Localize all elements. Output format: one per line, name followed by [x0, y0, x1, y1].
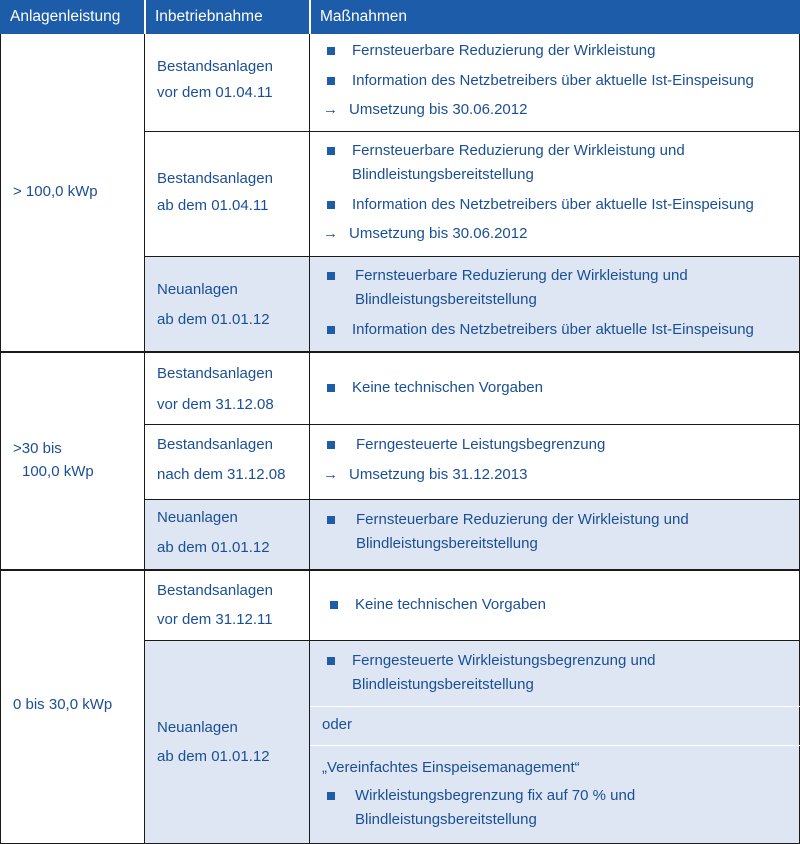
- commissioning-line2: vor dem 31.12.11: [157, 611, 273, 628]
- bullet-icon: [327, 147, 335, 155]
- measure-text: Information des Netzbetreibers über aktuelle Ist-Einspeisung: [352, 321, 754, 338]
- measure-text: Ferngesteuerte Leistungsbegrenzung: [356, 436, 606, 453]
- bullet-icon: [330, 601, 338, 609]
- commissioning-line2: vor dem 31.12.08: [157, 396, 274, 413]
- arrow-right-icon: →: [323, 225, 338, 242]
- grid-line: [144, 34, 145, 844]
- measure-text: Fernsteuerbare Reduzierung der Wirkleistung und: [355, 267, 688, 284]
- commissioning-line1: Neuanlagen: [157, 509, 238, 526]
- bullet-icon: [327, 47, 335, 55]
- arrow-right-icon: →: [323, 101, 338, 118]
- group-label: >30 bis: [13, 440, 62, 457]
- group-divider: [0, 351, 800, 353]
- commissioning-line2: ab dem 01.01.12: [157, 539, 270, 556]
- grid-line: [145, 499, 800, 500]
- commissioning-line1: Bestandsanlagen: [157, 582, 273, 599]
- group-label: 100,0 kWp: [22, 463, 94, 480]
- sub-divider: [310, 745, 800, 746]
- measure-text: Ferngesteuerte Wirkleistungsbegrenzung und: [352, 652, 656, 669]
- deadline-text: Umsetzung bis 30.06.2012: [349, 225, 528, 242]
- commissioning-line1: Neuanlagen: [157, 719, 238, 736]
- header-inbetriebnahme: Inbetriebnahme: [155, 8, 263, 25]
- commissioning-line2: ab dem 01.04.11: [157, 197, 269, 214]
- deadline-text: Umsetzung bis 30.06.2012: [349, 101, 528, 118]
- grid-line: [145, 424, 800, 425]
- measure-text: Fernsteuerbare Reduzierung der Wirkleistung und: [352, 142, 685, 159]
- deadline-text: Umsetzung bis 31.12.2013: [349, 466, 528, 483]
- measure-text: Keine technischen Vorgaben: [352, 379, 543, 396]
- commissioning-line1: Bestandsanlagen: [157, 436, 273, 453]
- measure-text: Blindleistungsbereitstellung: [355, 811, 537, 828]
- measure-text: Blindleistungsbereitstellung: [356, 535, 538, 552]
- arrow-right-icon: →: [323, 466, 338, 483]
- grid-line: [0, 34, 1, 844]
- bullet-icon: [327, 441, 335, 449]
- commissioning-line1: Bestandsanlagen: [157, 170, 273, 187]
- measure-text: Information des Netzbetreibers über aktuelle Ist-Einspeisung: [352, 196, 754, 213]
- grid-line: [309, 34, 310, 844]
- bullet-icon: [327, 384, 335, 392]
- commissioning-line1: Bestandsanlagen: [157, 365, 273, 382]
- group-divider: [0, 569, 800, 571]
- bullet-icon: [327, 516, 335, 524]
- measure-text: Wirkleistungsbegrenzung fix auf 70 % und: [355, 787, 636, 804]
- group-label: 0 bis 30,0 kWp: [13, 696, 113, 713]
- header-divider: [309, 0, 311, 34]
- bullet-icon: [327, 792, 335, 800]
- bullet-icon: [327, 657, 335, 665]
- commissioning-line2: ab dem 01.01.12: [157, 311, 270, 328]
- bullet-icon: [327, 77, 335, 85]
- measure-text: Fernsteuerbare Reduzierung der Wirkleistung: [352, 42, 656, 59]
- commissioning-line2: nach dem 31.12.08: [157, 466, 286, 483]
- grid-line: [145, 640, 800, 641]
- measure-text: Blindleistungsbereitstellung: [352, 166, 534, 183]
- grid-line: [145, 131, 800, 132]
- grid-line: [145, 256, 800, 257]
- measure-text: Keine technischen Vorgaben: [355, 596, 546, 613]
- header-divider: [144, 0, 146, 34]
- measure-text: Information des Netzbetreibers über aktuelle Ist-Einspeisung: [352, 72, 754, 89]
- commissioning-line1: Neuanlagen: [157, 281, 238, 298]
- header-anlagenleistung: Anlagenleistung: [10, 8, 121, 25]
- measure-text: Fernsteuerbare Reduzierung der Wirkleistung und: [356, 511, 689, 528]
- bullet-icon: [327, 326, 335, 334]
- header-massnahmen: Maßnahmen: [320, 8, 408, 25]
- commissioning-line2: ab dem 01.01.12: [157, 748, 270, 765]
- commissioning-line2: vor dem 01.04.11: [157, 84, 273, 101]
- sub-divider: [310, 706, 800, 707]
- or-text: oder: [322, 716, 353, 733]
- measure-text: Blindleistungsbereitstellung: [355, 291, 537, 308]
- measure-text: Blindleistungsbereitstellung: [352, 676, 534, 693]
- bullet-icon: [327, 201, 335, 209]
- group-label: > 100,0 kWp: [13, 183, 98, 200]
- commissioning-line1: Bestandsanlagen: [157, 58, 273, 75]
- simplified-feedin-title: „Vereinfachtes Einspeisemanagement“: [322, 759, 580, 776]
- bullet-icon: [327, 272, 335, 280]
